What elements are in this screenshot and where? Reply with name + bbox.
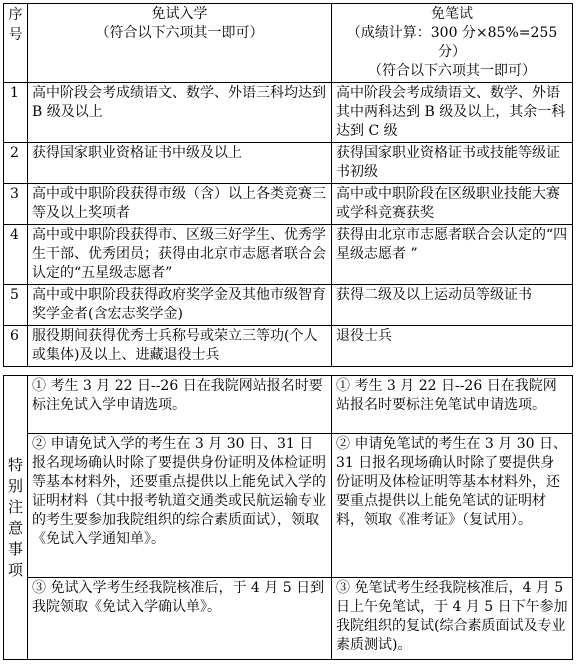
special-notes-label-char: 意 — [7, 518, 23, 537]
row-index: 4 — [4, 225, 28, 285]
row-index: 3 — [4, 184, 28, 225]
table-header-row — [4, 4, 573, 83]
exempt-written-cell: 高中阶段会考成绩语文、数学、外语其中两科达到 B 级及以上，其余一科达到 C 级 — [332, 83, 573, 143]
special-notes-label-char: 项 — [7, 560, 23, 579]
special-notes-label — [4, 376, 28, 660]
notes-row — [4, 578, 573, 660]
exempt-admission-cell: 高中阶段会考成绩语文、数学、外语三科均达到 B 级及以上 — [28, 83, 332, 143]
exempt-written-header — [332, 4, 573, 83]
exempt-admission-cell: 获得国家职业资格证书中级及以上 — [28, 143, 332, 184]
exempt-admission-cell: 高中或中职阶段获得市级（含）以上各类竞赛三等及以上奖项者 — [28, 184, 332, 225]
row-index: 1 — [4, 83, 28, 143]
exempt-written-cell: 获得国家职业资格证书或技能等级证书初级 — [332, 143, 573, 184]
exempt-written-title: 免笔试 — [431, 6, 473, 22]
row-index: 5 — [4, 285, 28, 326]
exempt-admission-cell: 高中或中职阶段获得政府奖学金及其他市级智育奖学金者(含宏志奖学金) — [28, 285, 332, 326]
special-notes-label-char: 特 — [7, 455, 23, 474]
exempt-admission-header — [28, 4, 332, 83]
index-header-line: 号 — [8, 27, 23, 43]
notes-row — [4, 434, 573, 578]
table-row — [4, 83, 573, 143]
table-row — [4, 184, 573, 225]
notes-row — [4, 376, 573, 434]
table-row — [4, 285, 573, 326]
special-notes-label-char: 注 — [7, 497, 23, 516]
exempt-written-cell: 获得由北京市志愿者联合会认定的“四星级志愿者 ” — [332, 225, 573, 285]
exempt-admission-note-cell: ② 申请免试入学的考生在 3 月 30 日、31 日报名现场确认时除了要提供身份证明及体检证明等基本材料外，还要重点提供以上能免试入学的证明材料（其中报考轨道交通类或民航运输专业的考生要参加我院组织的综合素质面试），领取《免试入学通知单》。 — [28, 434, 332, 578]
admission-criteria-table — [3, 3, 573, 367]
special-notes-label-char: 别 — [7, 476, 23, 495]
table-row — [4, 143, 573, 184]
exempt-written-cell: 获得二级及以上运动员等级证书 — [332, 285, 573, 326]
exempt-admission-cell: 高中或中职阶段获得市、区级三好学生、优秀学生干部、优秀团员；获得由北京市志愿者联合会认定的“五星级志愿者” — [28, 225, 332, 285]
row-index: 6 — [4, 326, 28, 367]
exempt-admission-note-cell: ③ 免试入学考生经我院核准后，于 4 月 5 日到我院领取《免试入学确认单》。 — [28, 578, 332, 660]
index-header — [4, 4, 28, 83]
exempt-admission-title: 免试入学 — [151, 6, 208, 22]
exempt-written-note-cell: ③ 免笔试考生经我院核准后，4 月 5 日上午免笔试，于 4 月 5 日下午参加我院组织的复试(综合素质面试及专业素质测试)。 — [332, 578, 573, 660]
exempt-written-cell: 高中或中职阶段在区级职业技能大赛或学科竞赛获奖 — [332, 184, 573, 225]
exempt-written-note-cell: ② 申请免笔试的考生在 3 月 30 日、31 日报名现场确认时除了要提供身份证明及体检证明等基本材料外，还要重点提供以上能免笔试的证明材料，领取《准考证》（复试用）。 — [332, 434, 573, 578]
exempt-written-calc: （成绩计算：300 分×85%=255 分） — [346, 25, 558, 60]
special-notes-label-char: 事 — [7, 539, 23, 558]
special-notes-table — [3, 375, 573, 660]
exempt-admission-note-cell: ① 考生 3 月 22 日--26 日在我院网站报名时要标注免试入学申请选项。 — [28, 376, 332, 434]
table-row — [4, 225, 573, 285]
exempt-written-cell: 退役士兵 — [332, 326, 573, 367]
exempt-written-note: （符合以下六项其一即可） — [368, 63, 536, 79]
exempt-admission-note: （符合以下六项其一即可） — [95, 25, 264, 41]
row-index: 2 — [4, 143, 28, 184]
index-header-line: 序 — [8, 7, 23, 23]
exempt-admission-cell: 服役期间获得优秀士兵称号或荣立三等功(个人或集体)及以上、进藏退役士兵 — [28, 326, 332, 367]
exempt-written-note-cell: ① 考生 3 月 22 日--26 日在我院网站报名时要标注免笔试申请选项。 — [332, 376, 573, 434]
table-row — [4, 326, 573, 367]
